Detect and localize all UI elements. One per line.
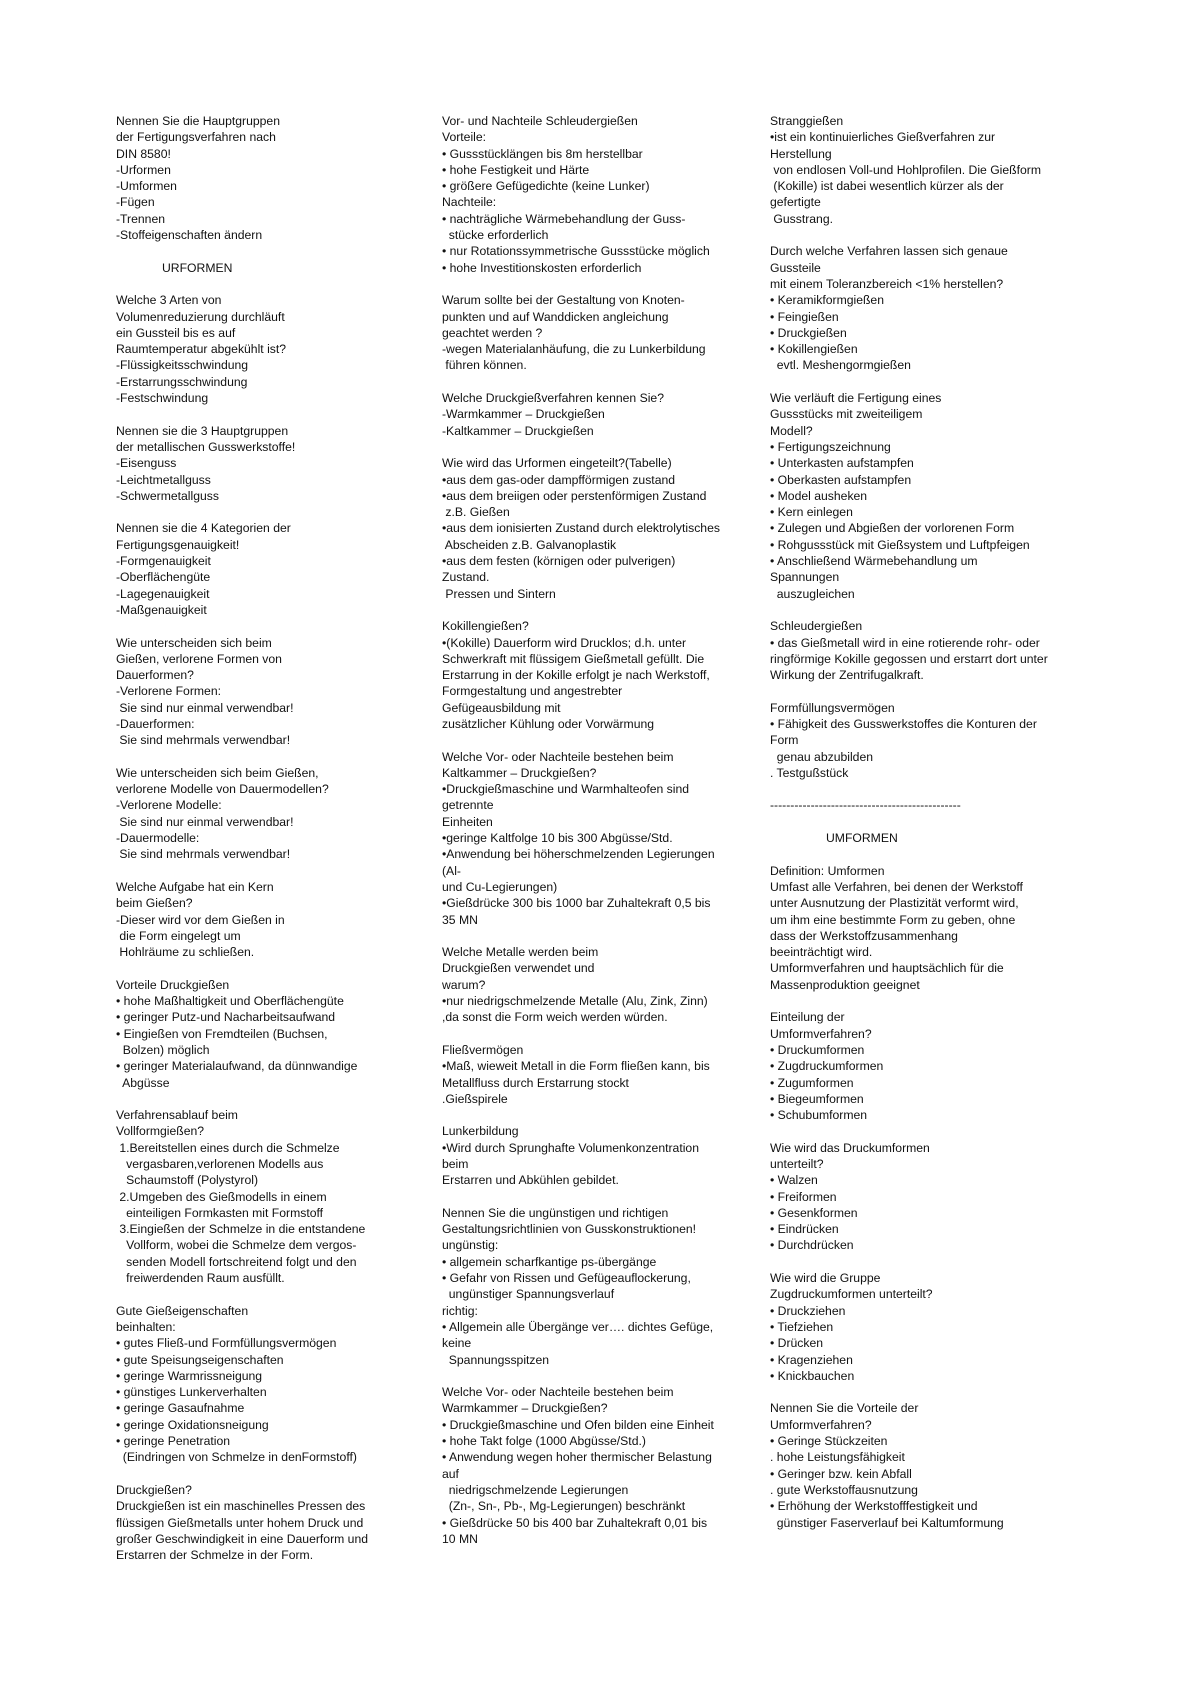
text-line: Dauerformen? (116, 668, 194, 683)
text-line: Zustand. (442, 570, 490, 585)
text-line: Durch welche Verfahren lassen sich genaue (770, 244, 1008, 259)
blank-line (116, 504, 416, 520)
text-line: •Maß, wieweit Metall in die Form fließen kann, bis (442, 1059, 710, 1074)
text-line: Schaumstoff (Polystyrol) (116, 1173, 259, 1188)
text-line: flüssigen Gießmetalls unter hohem Druck und (116, 1515, 364, 1530)
text-line: -Leichtmetallguss (116, 472, 211, 487)
text-line: ,da sonst die Form weich werden würden. (442, 1010, 668, 1025)
text-line: Gute Gießeigenschaften (116, 1303, 249, 1318)
text-line: Formgestaltung und angestrebter (442, 684, 623, 699)
blank-line (442, 1368, 772, 1384)
text-line: -Lagegenauigkeit (116, 586, 210, 601)
column-middle (442, 113, 772, 1547)
text-line: • Oberkasten aufstampfen (770, 472, 912, 487)
text-line: • Drücken (770, 1336, 824, 1351)
text-line: Nennen sie die 3 Hauptgruppen (116, 423, 289, 438)
blank-line (116, 863, 416, 879)
text-line: Schwerkraft mit flüssigem Gießmetall gefüllt. Die (442, 651, 705, 666)
text-line: (Kokille) ist dabei wesentlich kürzer als der (770, 179, 1004, 194)
text-line: dass der Werkstoffzusammenhang (770, 928, 958, 943)
text-line: freiwerdenden Raum ausfüllt. (116, 1271, 285, 1286)
text-line: vergasbaren,verlorenen Modells aus (116, 1157, 324, 1171)
text-line: unter Ausnutzung der Plastizität verformt wird, (770, 896, 1019, 911)
text-line: Kaltkammer – Druckgießen? (442, 765, 597, 780)
blank-line (442, 276, 772, 292)
text-line: • hohe Takt folge (1000 Abgüsse/Std.) (442, 1434, 646, 1449)
text-line: die Form eingelegt um (116, 928, 241, 943)
text-line: • Rohgussstück mit Gießsystem und Luftpfeigen (770, 537, 1030, 552)
text-line: gefertigte (770, 195, 821, 210)
text-line: Volumenreduzierung durchläuft (116, 309, 285, 324)
text-line: -Oberflächengüte (116, 570, 211, 585)
text-line: • Freiformen (770, 1189, 837, 1204)
text-line: ungünstiger Spannungsverlauf (442, 1287, 615, 1302)
text-line: •Anwendung bei höherschmelzenden Legierungen (442, 847, 715, 862)
text-line: • Unterkasten aufstampfen (770, 456, 914, 471)
text-line: • Feingießen (770, 309, 839, 324)
text-line: • Zugdruckumformen (770, 1059, 884, 1074)
blank-line (116, 1091, 416, 1107)
text-line: DIN 8580! (116, 146, 171, 161)
text-line: • Eindrücken (770, 1222, 839, 1237)
text-line: Gießen, verlorene Formen von (116, 651, 282, 666)
text-line: z.B. Gießen (442, 505, 510, 520)
text-line: Sie sind mehrmals verwendbar! (116, 733, 291, 748)
text-line: großer Geschwindigkeit in eine Dauerform und (116, 1531, 368, 1546)
text-line: -Kaltkammer – Druckgießen (442, 423, 594, 438)
text-line: • Model ausheken (770, 488, 868, 503)
text-line: 10 MN (442, 1531, 478, 1546)
blank-line (770, 814, 1100, 830)
text-line: • Erhöhung der Werkstofffestigkeit und (770, 1499, 978, 1514)
text-line: Wirkung der Zentrifugalkraft. (770, 668, 924, 683)
blank-line (116, 243, 416, 259)
text-line: 1.Bereitstellen eines durch die Schmelze (116, 1140, 340, 1155)
text-line: • Knickbauchen (770, 1368, 855, 1383)
blank-line (116, 1466, 416, 1482)
text-line: . Testgußstück (770, 765, 849, 780)
text-line: von endlosen Voll-und Hohlprofilen. Die Gießform (770, 162, 1041, 177)
text-line: -Stoffeigenschaften ändern (116, 228, 263, 243)
text-line: Welche Druckgießverfahren kennen Sie? (442, 391, 664, 406)
text-line: • Fähigkeit des Gusswerkstoffes die Konturen der (770, 716, 1037, 731)
text-line: günstiger Faserverlauf bei Kaltumformung (770, 1515, 1004, 1530)
text-line: -Schwermetallguss (116, 488, 219, 503)
blank-line (442, 1107, 772, 1123)
text-line: niedrigschmelzende Legierungen (442, 1482, 629, 1497)
text-line: • Geringe Stückzeiten (770, 1434, 888, 1449)
blank-line (442, 928, 772, 944)
blank-line (770, 993, 1100, 1009)
text-line: Sie sind nur einmal verwendbar! (116, 814, 294, 829)
text-line: -Dauerformen: (116, 716, 195, 731)
text-line: • Keramikformgießen (770, 293, 884, 308)
blank-line (442, 602, 772, 618)
text-line: verlorene Modelle von Dauermodellen? (116, 782, 329, 797)
text-line: Pressen und Sintern (442, 586, 556, 601)
text-line: punkten und auf Wanddicken angleichung (442, 309, 669, 324)
text-line: und Cu-Legierungen) (442, 879, 558, 894)
blank-line (770, 846, 1100, 862)
text-line: richtig: (442, 1303, 478, 1318)
text-line: •aus dem ionisierten Zustand durch elektrolytisches (442, 521, 720, 536)
text-line: • Gussstücklängen bis 8m herstellbar (442, 146, 643, 161)
text-line: • geringe Oxidationsneigung (116, 1417, 269, 1432)
text-line: Druckgießen verwendet und (442, 961, 595, 976)
text-line: -Urformen (116, 162, 171, 177)
text-line: Warmkammer – Druckgießen? (442, 1401, 608, 1416)
text-line: Vor- und Nachteile Schleudergießen (442, 114, 638, 128)
text-line: Vollformgießen? (116, 1124, 205, 1139)
text-line: • Walzen (770, 1173, 818, 1188)
text-line: um ihm eine bestimmte Form zu geben, ohne (770, 912, 1016, 927)
text-line: • geringer Putz-und Nacharbeitsaufwand (116, 1010, 336, 1025)
text-line: 2.Umgeben des Gießmodells in einem (116, 1189, 327, 1204)
text-line: Fertigungsgenauigkeit! (116, 537, 240, 552)
text-line: -Flüssigkeitsschwindung (116, 358, 249, 373)
text-line: beim (442, 1157, 469, 1171)
blank-line (442, 439, 772, 455)
text-line: -Erstarrungsschwindung (116, 374, 248, 389)
text-line: -Verlorene Modelle: (116, 798, 222, 813)
text-line: • geringe Gasaufnahme (116, 1401, 245, 1416)
text-line: -Fügen (116, 195, 155, 210)
text-line: • hohe Investitionskosten erforderlich (442, 260, 642, 275)
text-line: evtl. Meshengormgießen (770, 358, 911, 373)
text-line: Herstellung (770, 146, 832, 161)
text-line: • Gesenkformen (770, 1205, 858, 1220)
blank-line (770, 781, 1100, 797)
text-line: Gussteile (770, 260, 821, 275)
text-line: Schleudergießen (770, 619, 863, 634)
text-line: Wie unterscheiden sich beim (116, 635, 272, 650)
text-line: • Fertigungszeichnung (770, 439, 891, 454)
text-line: -Eisenguss (116, 456, 177, 471)
text-line: 3.Eingießen der Schmelze in die entstandene (116, 1222, 366, 1237)
text-line: • Anschließend Wärmebehandlung um (770, 554, 978, 569)
text-line: Kokillengießen? (442, 619, 529, 634)
text-line: • hohe Maßhaltigkeit und Oberflächengüte (116, 994, 344, 1009)
text-line: 35 MN (442, 912, 478, 927)
text-line: Umformverfahren? (770, 1026, 872, 1041)
text-line: Welche Vor- oder Nachteile bestehen beim (442, 749, 674, 764)
text-line: warum? (442, 977, 486, 992)
text-line: der Fertigungsverfahren nach (116, 130, 276, 145)
text-line: • gute Speisungseigenschaften (116, 1352, 284, 1367)
text-line: Nennen Sie die Hauptgruppen (116, 114, 280, 128)
text-line: Wie unterscheiden sich beim Gießen, (116, 765, 319, 780)
text-line: Nennen sie die 4 Kategorien der (116, 521, 291, 536)
text-line: -Warmkammer – Druckgießen (442, 407, 605, 422)
text-line: Sie sind nur einmal verwendbar! (116, 700, 294, 715)
text-line: Welche 3 Arten von (116, 293, 222, 308)
text-line: Wie wird das Druckumformen (770, 1140, 930, 1155)
text-line: •nur niedrigschmelzende Metalle (Alu, Zink, Zinn) (442, 994, 708, 1009)
text-line: • gutes Fließ-und Formfüllungsvermögen (116, 1336, 337, 1351)
text-line: Verfahrensablauf beim (116, 1108, 238, 1123)
text-line: • hohe Festigkeit und Härte (442, 162, 590, 177)
text-line: • allgemein scharfkantige ps-übergänge (442, 1254, 657, 1269)
text-line: • Zulegen und Abgießen der vorlorenen Form (770, 521, 1015, 536)
text-line: •Wird durch Sprunghafte Volumenkonzentration (442, 1140, 699, 1155)
text-line: -Festschwindung (116, 391, 209, 406)
text-line: beim Gießen? (116, 896, 193, 911)
text-line: stücke erforderlich (442, 228, 549, 243)
blank-line (116, 749, 416, 765)
blank-line (770, 1384, 1100, 1400)
text-line: • Anwendung wegen hoher thermischer Belastung (442, 1450, 712, 1465)
text-line: Wie wird die Gruppe (770, 1271, 881, 1286)
text-line: • Druckumformen (770, 1042, 865, 1057)
text-line: ein Gussteil bis es auf (116, 325, 236, 340)
text-line: Einheiten (442, 814, 493, 829)
text-line: keine (442, 1336, 472, 1351)
text-line: . gute Werkstoffausnutzung (770, 1482, 918, 1497)
text-line: Wie wird das Urformen eingeteilt?(Tabelle) (442, 456, 672, 471)
blank-line (770, 1123, 1100, 1139)
text-line: Welche Vor- oder Nachteile bestehen beim (442, 1385, 674, 1400)
text-line: Umformverfahren und hauptsächlich für die (770, 961, 1004, 976)
text-line: Abscheiden z.B. Galvanoplastik (442, 537, 617, 552)
text-line: •Gießdrücke 300 bis 1000 bar Zuhaltekraft 0,5 bis (442, 896, 711, 911)
blank-line (770, 683, 1100, 699)
text-line: -Dieser wird vor dem Gießen in (116, 912, 285, 927)
blank-line (770, 374, 1100, 390)
text-line: -Verlorene Formen: (116, 684, 221, 699)
text-line: •geringe Kaltfolge 10 bis 300 Abgüsse/Std. (442, 831, 673, 846)
blank-line (442, 1026, 772, 1042)
text-line: unterteilt? (770, 1157, 824, 1171)
text-line: Erstarren und Abkühlen gebildet. (442, 1173, 619, 1188)
text-line: auf (442, 1466, 459, 1481)
text-line: Umformverfahren? (770, 1417, 872, 1432)
text-line: zusätzlicher Kühlung oder Vorwärmung (442, 716, 655, 731)
text-line: Fließvermögen (442, 1042, 524, 1057)
blank-line (770, 227, 1100, 243)
text-line: •Druckgießmaschine und Warmhalteofen sind (442, 782, 689, 797)
text-line: • Druckgießen (770, 325, 847, 340)
text-line: Vollform, wobei die Schmelze dem vergos- (116, 1238, 357, 1253)
text-line: . hohe Leistungsfähigkeit (770, 1450, 905, 1465)
text-line: Massenproduktion geeignet (770, 977, 920, 992)
text-line: Wie verläuft die Fertigung eines (770, 391, 942, 406)
text-line: Welche Aufgabe hat ein Kern (116, 879, 274, 894)
text-line: (Eindringen von Schmelze in denFormstoff) (116, 1450, 357, 1465)
text-line: • Tiefziehen (770, 1319, 834, 1334)
text-line: Erstarrung in der Kokille erfolgt je nach Werkstoff, (442, 668, 710, 683)
text-line: Nennen Sie die ungünstigen und richtigen (442, 1205, 669, 1220)
text-line: • größere Gefügedichte (keine Lunker) (442, 179, 650, 194)
text-line: Druckgießen? (116, 1482, 192, 1497)
text-line: •aus dem festen (körnigen oder pulverigen) (442, 554, 676, 569)
text-line: • Druckziehen (770, 1303, 846, 1318)
column-left (116, 113, 416, 1563)
text-line: • Kokillengießen (770, 342, 858, 357)
text-line: auszugleichen (770, 586, 855, 601)
text-line: Nachteile: (442, 195, 497, 210)
text-line: • Kragenziehen (770, 1352, 853, 1367)
text-line: •ist ein kontinuierliches Gießverfahren zur (770, 130, 996, 145)
text-line: Welche Metalle werden beim (442, 945, 599, 960)
blank-line (442, 1189, 772, 1205)
text-line: • Kern einlegen (770, 505, 853, 520)
text-line: • günstiges Lunkerverhalten (116, 1385, 267, 1400)
text-line: -Maßgenauigkeit (116, 602, 207, 617)
text-line: Raumtemperatur abgekühlt ist? (116, 342, 287, 357)
text-line: -Trennen (116, 211, 165, 226)
text-line: Spannungsspitzen (442, 1352, 550, 1367)
text-line: -Umformen (116, 179, 177, 194)
text-line: (Zn-, Sn-, Pb-, Mg-Legierungen) beschränkt (442, 1499, 686, 1514)
blank-line (116, 960, 416, 976)
column-right (770, 113, 1100, 1531)
text-line: ringförmige Kokille gegossen und erstarrt dort unter (770, 651, 1048, 666)
text-line: • Zugumformen (770, 1075, 854, 1090)
text-line: senden Modell fortschreitend folgt und den (116, 1254, 357, 1269)
text-line: Zugdruckumformen unterteilt? (770, 1287, 933, 1302)
text-line: •aus dem gas-oder dampfförmigen zustand (442, 472, 676, 487)
text-line: führen können. (442, 358, 527, 373)
text-line: Umfast alle Verfahren, bei denen der Werkstoff (770, 879, 1023, 894)
text-line: Vorteile: (442, 130, 487, 145)
blank-line (442, 732, 772, 748)
blank-line (770, 1254, 1100, 1270)
text-line: • Druckgießmaschine und Ofen bilden eine Einheit (442, 1417, 714, 1432)
text-line: beinhalten: (116, 1319, 176, 1334)
text-line: beeinträchtigt wird. (770, 945, 873, 960)
section-heading-umformen: UMFORMEN (826, 831, 898, 846)
text-line: Gussstücks mit zweiteiligem (770, 407, 923, 422)
text-line: • Gießdrücke 50 bis 400 bar Zuhaltekraft 0,01 bis (442, 1515, 708, 1530)
text-line: Lunkerbildung (442, 1124, 519, 1139)
text-line: Bolzen) möglich (116, 1042, 210, 1057)
text-line: Hohlräume zu schließen. (116, 945, 255, 960)
text-line: • Allgemein alle Übergänge ver…. dichtes Gefüge, (442, 1319, 714, 1334)
text-line: Druckgießen ist ein maschinelles Pressen des (116, 1499, 366, 1514)
text-line: -Dauermodelle: (116, 831, 200, 846)
text-line: ungünstig: (442, 1238, 499, 1253)
text-line: • nachträgliche Wärmebehandlung der Guss- (442, 211, 686, 226)
text-line: .Gießspirele (442, 1091, 508, 1106)
text-line: Erstarren der Schmelze in der Form. (116, 1548, 314, 1563)
text-line: • geringer Materialaufwand, da dünnwandige (116, 1059, 358, 1074)
text-line: Einteilung der (770, 1010, 845, 1025)
text-line: Abgüsse (116, 1075, 170, 1090)
text-line: • Durchdrücken (770, 1238, 854, 1253)
text-line: •aus dem breiigen oder perstenförmigen Zustand (442, 488, 707, 503)
text-line: (Al- (442, 863, 461, 878)
text-line: Modell? (770, 423, 813, 438)
text-line: geachtet werden ? (442, 325, 543, 340)
text-line: Metallfluss durch Erstarrung stockt (442, 1075, 629, 1090)
text-line: Vorteile Druckgießen (116, 977, 230, 992)
blank-line (116, 618, 416, 634)
text-line: •(Kokille) Dauerform wird Drucklos; d.h. unter (442, 635, 687, 650)
blank-line (442, 374, 772, 390)
text-line: • geringe Warmrissneigung (116, 1368, 263, 1383)
blank-line (116, 406, 416, 422)
blank-line (116, 276, 416, 292)
text-line: Gefügeausbildung mit (442, 700, 561, 715)
text-line: • Schubumformen (770, 1108, 868, 1123)
text-line: einteiligen Formkasten mit Formstoff (116, 1205, 324, 1220)
text-line: Sie sind mehrmals verwendbar! (116, 847, 291, 862)
text-line: -wegen Materialanhäufung, die zu Lunkerbildung (442, 342, 706, 357)
text-line: mit einem Toleranzbereich <1% herstellen? (770, 276, 1004, 291)
text-line: Warum sollte bei der Gestaltung von Knoten- (442, 293, 685, 308)
text-line: Spannungen (770, 570, 840, 585)
text-line: • Biegeumformen (770, 1091, 864, 1106)
text-line: • nur Rotationssymmetrische Gussstücke möglich (442, 244, 710, 259)
blank-line (770, 602, 1100, 618)
separator-line: ----------------------------------------------- (770, 798, 961, 813)
text-line: Definition: Umformen (770, 863, 885, 878)
text-line: Gestaltungsrichtlinien von Gusskonstruktionen! (442, 1222, 697, 1237)
text-line: Nennen Sie die Vorteile der (770, 1401, 919, 1416)
text-line: Gusstrang. (770, 211, 833, 226)
text-line: • Geringer bzw. kein Abfall (770, 1466, 912, 1481)
text-line: • Eingießen von Fremdteilen (Buchsen, (116, 1026, 328, 1041)
text-line: Form (770, 733, 799, 748)
text-line: getrennte (442, 798, 494, 813)
text-line: genau abzubilden (770, 749, 874, 764)
blank-line (116, 1286, 416, 1302)
text-line: Stranggießen (770, 114, 844, 128)
text-line: • das Gießmetall wird in eine rotierende rohr- oder (770, 635, 1040, 650)
section-heading-urformen: URFORMEN (162, 260, 233, 275)
text-line: • Gefahr von Rissen und Gefügeauflockerung, (442, 1271, 691, 1286)
text-line: der metallischen Gusswerkstoffe! (116, 439, 296, 454)
text-line: -Formgenauigkeit (116, 554, 211, 569)
text-line: • geringe Penetration (116, 1434, 231, 1449)
text-line: Formfüllungsvermögen (770, 700, 895, 715)
